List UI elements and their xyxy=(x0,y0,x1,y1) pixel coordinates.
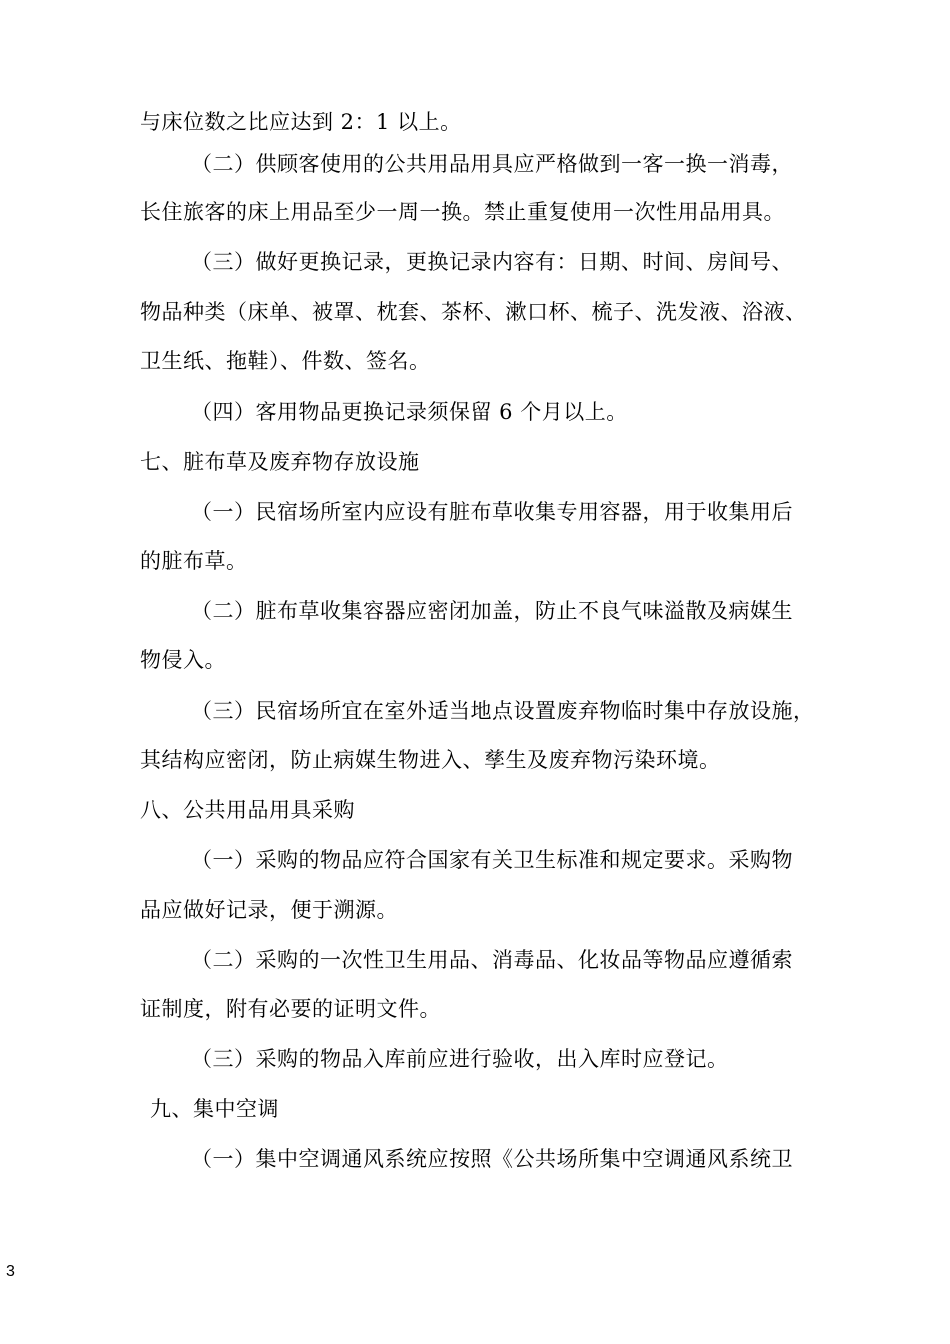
paragraph-line: 与床位数之比应达到 2：1 以上。 xyxy=(140,110,462,134)
paragraph-line: （二）供顾客使用的公共用品用具应严格做到一客一换一消毒， xyxy=(191,152,793,176)
page-number: 3 xyxy=(6,1263,15,1280)
paragraph-line: 品应做好记录，便于溯源。 xyxy=(140,898,398,922)
paragraph-line: 长住旅客的床上用品至少一周一换。禁止重复使用一次性用品用具。 xyxy=(140,200,785,224)
paragraph-line: 的脏布草。 xyxy=(140,549,248,573)
paragraph-line: （一）集中空调通风系统应按照《公共场所集中空调通风系统卫 xyxy=(191,1147,793,1171)
paragraph-line: 证制度，附有必要的证明文件。 xyxy=(140,997,441,1021)
paragraph-line: （三）采购的物品入库前应进行验收，出入库时应登记。 xyxy=(191,1047,729,1071)
paragraph-line: 卫生纸、拖鞋）、件数、签名。 xyxy=(140,349,431,373)
paragraph-line: （四）客用物品更换记录须保留 6 个月以上。 xyxy=(191,400,628,424)
paragraph-line: （三）做好更换记录，更换记录内容有：日期、时间、房间号、 xyxy=(191,250,793,274)
section-heading: 九、集中空调 xyxy=(150,1097,279,1121)
paragraph-line: （三）民宿场所宜在室外适当地点设置废弃物临时集中存放设施， xyxy=(191,699,815,723)
paragraph-line: （二）脏布草收集容器应密闭加盖，防止不良气味溢散及病媒生 xyxy=(191,599,793,623)
paragraph-line: （一）采购的物品应符合国家有关卫生标准和规定要求。采购物 xyxy=(191,848,793,872)
paragraph-line: 物品种类（床单、被罩、枕套、茶杯、漱口杯、梳子、洗发液、浴液、 xyxy=(140,300,807,324)
paragraph-line: 其结构应密闭，防止病媒生物进入、孳生及废弃物污染环境。 xyxy=(140,748,721,772)
section-heading: 七、脏布草及废弃物存放设施 xyxy=(140,450,420,474)
paragraph-line: （二）采购的一次性卫生用品、消毒品、化妆品等物品应遵循索 xyxy=(191,948,793,972)
section-heading: 八、公共用品用具采购 xyxy=(140,798,355,822)
paragraph-line: （一）民宿场所室内应设有脏布草收集专用容器，用于收集用后 xyxy=(191,500,793,524)
paragraph-line: 物侵入。 xyxy=(140,648,226,672)
